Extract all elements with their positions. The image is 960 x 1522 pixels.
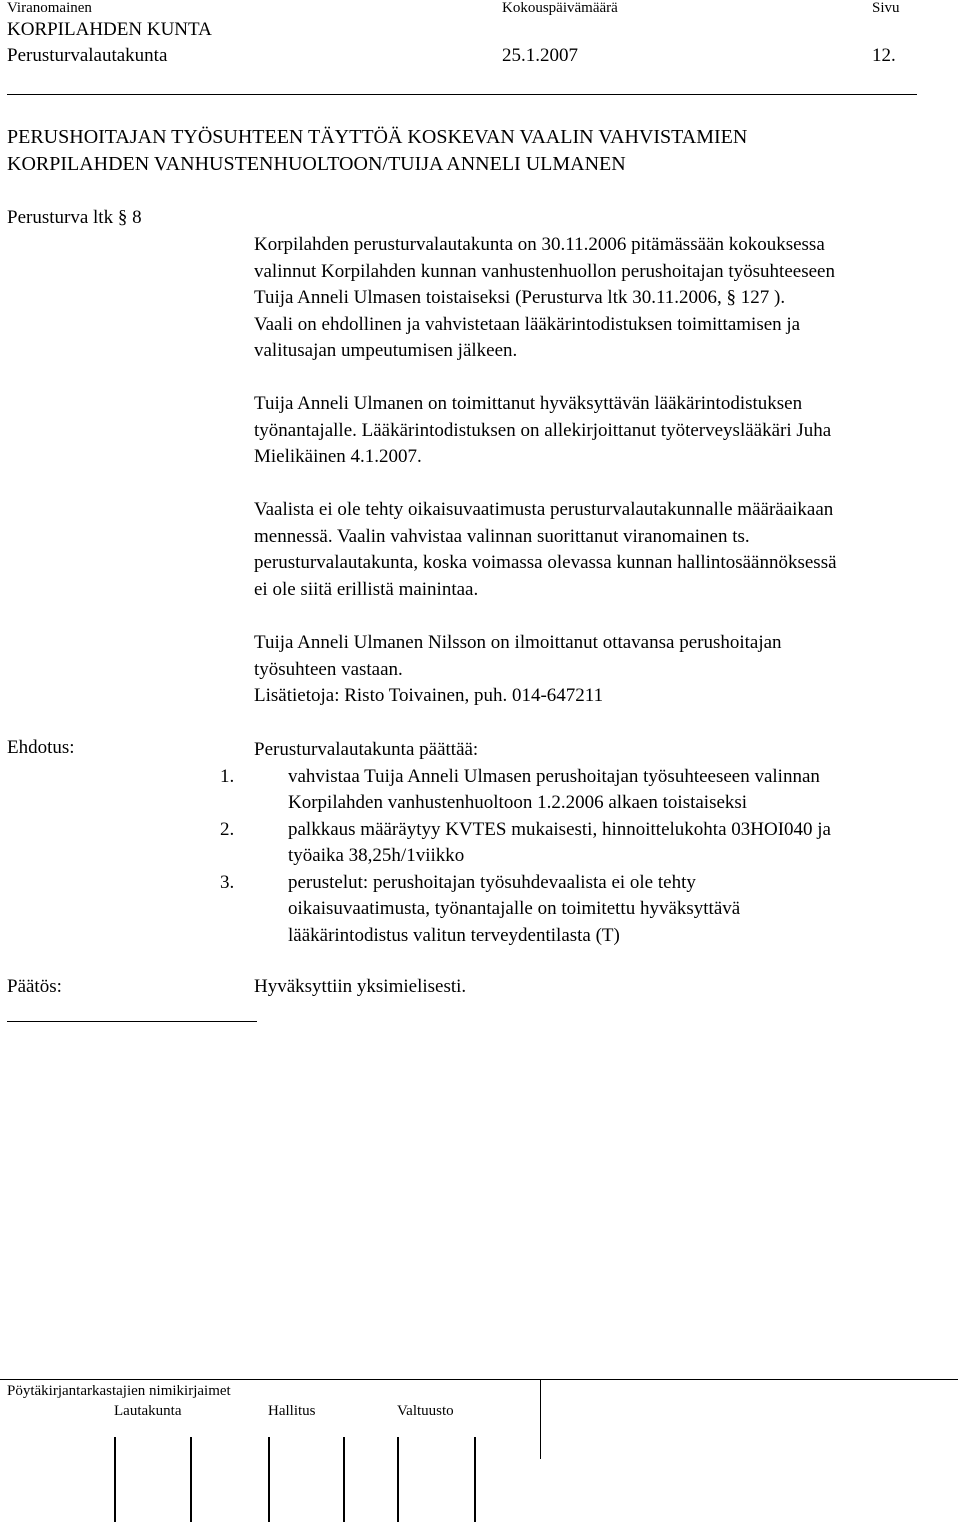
document-title-line-1: PERUSHOITAJAN TYÖSUHTEEN TÄYTTÖÄ KOSKEVAN VAALIN VAHVISTAMIEN (7, 126, 748, 148)
proposal-item-2 (220, 817, 954, 844)
item-text: lääkärintodistus valitun terveydentilasta (T) (288, 924, 620, 946)
header-label-date: Kokouspäivämäärä (502, 0, 618, 16)
proposal-item-3-cont (254, 923, 954, 950)
proposal-item-3-cont (254, 896, 954, 923)
signature-line (190, 1437, 192, 1522)
footer-col-lautakunta: Lautakunta (114, 1403, 182, 1419)
text-line: työnantajalle. Lääkärintodistuksen on allekirjoittanut työterveyslääkäri Juha (254, 419, 832, 441)
item-text: Korpilahden vanhustenhuoltoon 1.2.2006 alkaen toistaiseksi (288, 792, 748, 813)
text-line: työsuhteen vastaan. (254, 658, 403, 680)
signature-line (268, 1437, 270, 1522)
text-line: Mielikäinen 4.1.2007. (254, 446, 422, 467)
text-line: valinnut Korpilahden kunnan vanhustenhuollon perushoitajan työsuhteeseen (254, 260, 835, 282)
text-line: ei ole siitä erillistä mainintaa. (254, 578, 479, 600)
footer-col-valtuusto: Valtuusto (397, 1403, 454, 1419)
document-title-line-2: KORPILAHDEN VANHUSTENHUOLTOON/TUIJA ANNELI ULMANEN (7, 153, 626, 175)
signature-line (474, 1437, 476, 1522)
header-label-page: Sivu (872, 0, 900, 16)
item-text: vahvistaa Tuija Anneli Ulmasen perushoitajan työsuhteeseen valinnan (288, 765, 820, 787)
proposal-section (220, 737, 954, 949)
header-date: 25.1.2007 (502, 45, 578, 66)
item-text: perustelut: perushoitajan työsuhdevaalista ei ole tehty (288, 871, 696, 893)
item-number: 1. (220, 765, 235, 787)
item-number: 3. (220, 871, 235, 893)
text-line: perusturvalautakunta, koska voimassa olevassa kunnan hallintosäännöksessä (254, 552, 837, 573)
proposal-intro: Perusturvalautakunta päättää: (254, 739, 479, 760)
text-line: Vaali on ehdollinen ja vahvistetaan lääkärintodistuksen toimittamisen ja (254, 313, 801, 335)
section-reference: Perusturva ltk § 8 (7, 207, 142, 228)
header-authority: Perusturvalautakunta (7, 45, 168, 66)
proposal-item-3 (220, 870, 954, 897)
footer-signatures-label: Pöytäkirjantarkastajien nimikirjaimet (7, 1383, 231, 1399)
text-line: Vaalista ei ole tehty oikaisuvaatimusta perusturvalautakunnalle määräaikaan (254, 499, 834, 520)
item-text: palkkaus määräytyy KVTES mukaisesti, hinnoittelukohta 03HOI040 ja (288, 818, 831, 840)
text-line: Korpilahden perusturvalautakunta on 30.11.2006 pitämässään kokouksessa (254, 234, 825, 255)
text-line: Tuija Anneli Ulmanen Nilsson on ilmoittanut ottavansa perushoitajan (254, 632, 782, 653)
text-line: valitusajan umpeutumisen jälkeen. (254, 340, 518, 361)
signature-line (114, 1437, 116, 1522)
text-line: Lisätietoja: Risto Toivainen, puh. 014-647211 (254, 685, 604, 706)
signature-line (397, 1437, 399, 1522)
footer-top-border (0, 1379, 958, 1380)
decision-label: Päätös: (7, 976, 62, 997)
proposal-item-1-cont (254, 790, 954, 817)
text-line: Tuija Anneli Ulmasen toistaiseksi (Perusturva ltk 30.11.2006, § 127 ). (254, 287, 786, 308)
section-end-divider (7, 1021, 257, 1022)
paragraph-acceptance (254, 630, 954, 710)
item-text: työaika 38,25h/1viikko (288, 845, 465, 866)
text-line: mennessä. Vaalin vahvistaa valinnan suorittanut viranomainen ts. (254, 525, 750, 547)
signature-line (343, 1437, 345, 1522)
text-line: Tuija Anneli Ulmanen on toimittanut hyväksyttävän lääkärintodistuksen (254, 393, 803, 414)
header-label-authority: Viranomainen (7, 0, 92, 16)
header-divider (7, 94, 917, 95)
paragraph-no-appeal (254, 497, 954, 603)
footer-column-divider (540, 1379, 541, 1459)
proposal-item-1 (220, 764, 954, 791)
item-number: 2. (220, 818, 235, 840)
decision-text: Hyväksyttiin yksimielisesti. (254, 976, 467, 997)
item-text: oikaisuvaatimusta, työnantajalle on toimitettu hyväksyttävä (288, 898, 741, 919)
header-municipality: KORPILAHDEN KUNTA (7, 19, 212, 40)
paragraph-medical-certificate (254, 391, 954, 471)
paragraph-background (254, 232, 954, 365)
proposal-label: Ehdotus: (7, 737, 75, 758)
proposal-item-2-cont (254, 843, 954, 870)
footer-col-hallitus: Hallitus (268, 1403, 316, 1419)
header-page-number: 12. (872, 45, 896, 66)
